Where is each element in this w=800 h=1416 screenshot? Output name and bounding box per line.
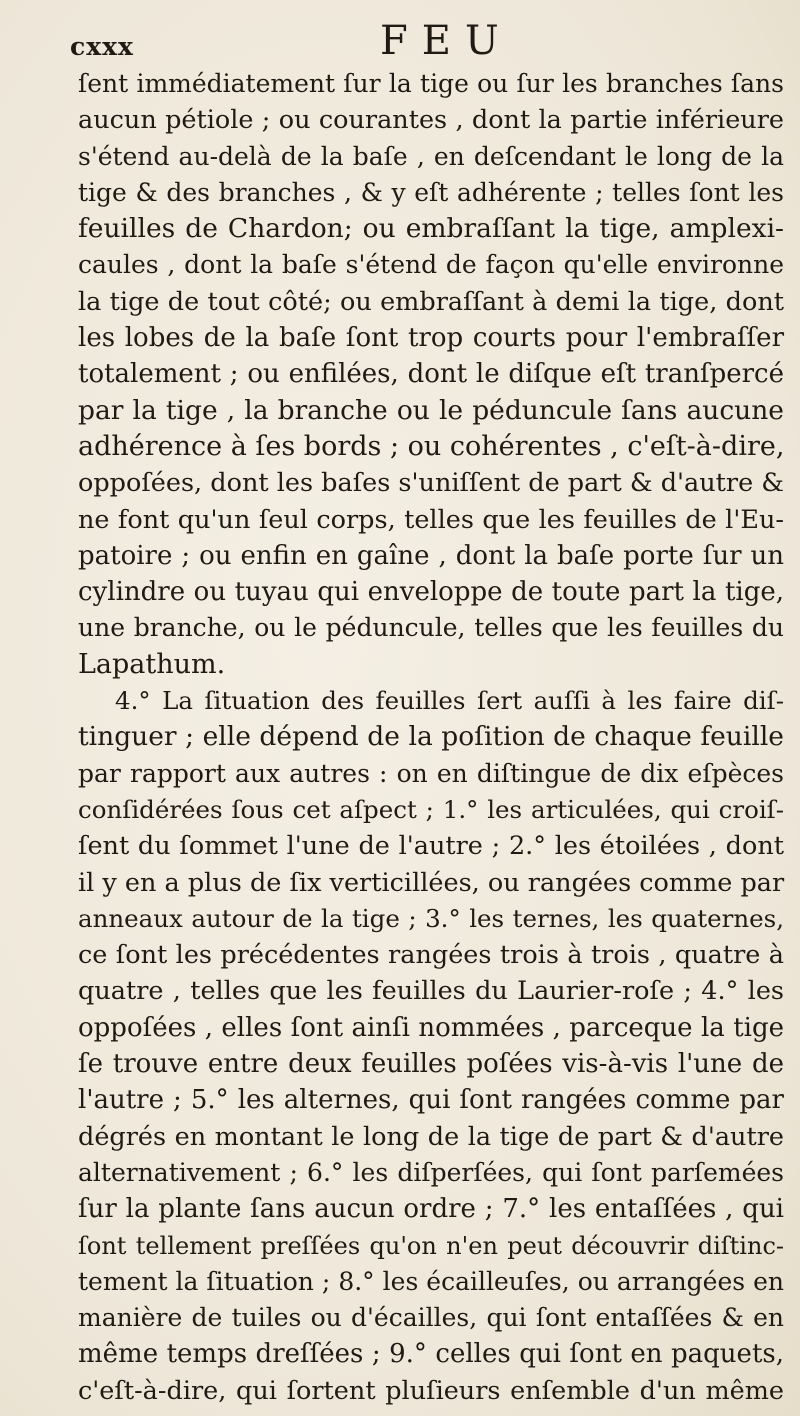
body-text	[78, 66, 784, 1409]
text-line: c'eſt-à-dire, qui ſortent pluſieurs enſemble d'un même	[78, 1375, 784, 1406]
text-line: adhérence à ſes bords ; ou cohérentes , c'eſt-à-dire,	[78, 430, 785, 462]
text-line: alternativement ; 6.° les diſperſées, qui ſont parſemées	[78, 1157, 784, 1187]
text-line: une branche, ou le péduncule, telles que les feuilles du	[78, 613, 784, 643]
text-line: conſidérées ſous cet aſpect ; 1.° les articulées, qui croiſ-	[78, 794, 784, 824]
text-line: oppoſées , elles ſont ainſi nommées , parceque la tige	[78, 1012, 784, 1043]
text-line: Lapathum.	[78, 648, 226, 680]
text-line: ſent du ſommet l'une de l'autre ; 2.° les étoilées , dont	[78, 831, 784, 862]
page-header	[70, 14, 780, 64]
text-line: ſent immédiatement ſur la tige ou ſur les branches ſans	[78, 69, 784, 98]
text-line: totalement ; ou enfilées, dont le diſque eſt tranſpercé	[78, 359, 784, 390]
text-line: tige & des branches , & y eſt adhérente ; telles ſont les	[78, 177, 784, 207]
text-line: quatre , telles que les feuilles du Laurier-roſe ; 4.° les	[78, 976, 784, 1007]
text-line: 4.° La ſituation des feuilles ſert auſſi à les faire diſ-	[115, 686, 784, 716]
text-line: patoire ; ou enfin en gaîne , dont la baſe porte ſur un	[78, 540, 784, 571]
text-line: ce ſont les précédentes rangées trois à trois , quatre à	[78, 940, 784, 971]
text-line: caules , dont la baſe s'étend de façon qu'elle environne	[78, 250, 784, 280]
text-line: l'autre ; 5.° les alternes, qui ſont rangées comme par	[78, 1085, 784, 1116]
text-line: s'étend au-delà de la baſe , en deſcendant le long de la	[78, 141, 784, 171]
running-head: FEU	[380, 18, 513, 64]
text-line: par la tige , la branche ou le péduncule ſans aucune	[78, 394, 784, 426]
text-line: feuilles de Chardon; ou embraſſant la tige, amplexi-	[78, 213, 784, 245]
text-line: dégrés en montant le long de la tige de part & d'autre	[78, 1121, 784, 1152]
text-line: oppoſées, dont les baſes s'uniſſent de part & d'autre &	[78, 468, 784, 499]
text-line: même temps dreſſées ; 9.° celles qui ſont en paquets,	[78, 1339, 784, 1370]
text-line: cylindre ou tuyau qui enveloppe de toute part la tige,	[78, 577, 784, 608]
text-line: il y en a plus de ſix verticillées, ou rangées comme par	[78, 867, 785, 898]
page-number: cxxx	[70, 32, 134, 61]
text-line: tinguer ; elle dépend de la poſition de chaque feuille	[78, 721, 784, 753]
text-line: anneaux autour de la tige ; 3.° les ternes, les quaternes,	[78, 903, 784, 933]
text-line: tement la ſituation ; 8.° les écailleuſes, ou arrangées en	[78, 1266, 784, 1296]
text-line: aucun pétiole ; ou courantes , dont la partie inférieure	[78, 105, 784, 136]
text-line: ſe trouve entre deux feuilles poſées vis-à-vis l'une de	[78, 1049, 784, 1080]
text-line: ſont tellement preſſées qu'on n'en peut découvrir diſtinc-	[78, 1231, 784, 1260]
text-line: la tige de tout côté; ou embraſſant à demi la tige, dont	[78, 286, 784, 317]
text-line: ne font qu'un ſeul corps, telles que les feuilles de l'Eu-	[78, 504, 784, 535]
text-line: ſur la plante ſans aucun ordre ; 7.° les entaſſées , qui	[78, 1194, 784, 1225]
text-line: les lobes de la baſe ſont trop courts pour l'embraſſer	[78, 323, 784, 354]
text-line: par rapport aux autres : on en diſtingue de dix eſpèces	[78, 758, 784, 788]
text-line: manière de tuiles ou d'écailles, qui ſont entaſſées & en	[78, 1303, 784, 1333]
